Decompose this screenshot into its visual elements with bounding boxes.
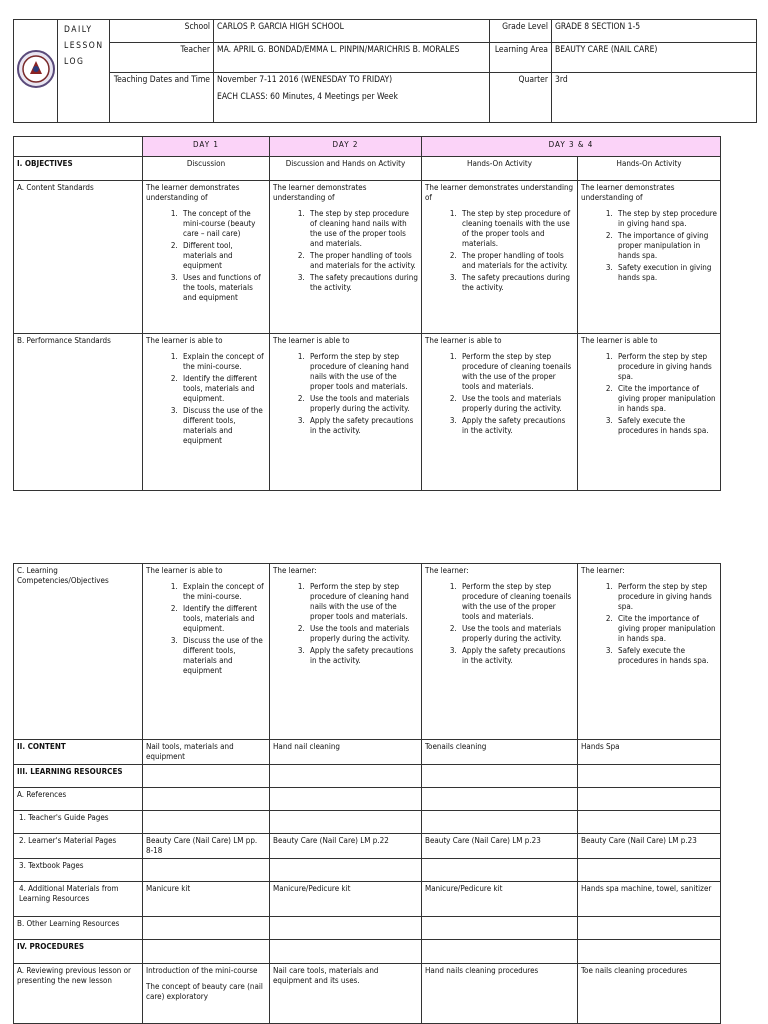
list-item: 3. Safety execution in giving hands spa. xyxy=(615,263,717,283)
competencies-day4 xyxy=(578,564,721,740)
references-label: A. References xyxy=(14,788,143,811)
dll-word-lesson: LESSON xyxy=(64,41,104,52)
standards-list xyxy=(425,209,574,293)
teachers-guide-label: 1. Teacher's Guide Pages xyxy=(14,811,143,834)
list-item: 2. Cite the importance of giving proper manipulation in hands spa. xyxy=(615,614,717,644)
additional-materials-day3: Manicure/Pedicure kit xyxy=(422,882,578,917)
procedures-label: IV. PROCEDURES xyxy=(14,940,143,964)
each-class-value: EACH CLASS: 60 Minutes, 4 Meetings per Week xyxy=(217,91,398,102)
empty-cell xyxy=(143,859,270,882)
list-item: 1. Perform the step by step procedure of cleaning toenails with the use of the proper tools and materials. xyxy=(459,352,574,392)
intro-text: The learner demonstrates understanding of xyxy=(425,183,574,202)
empty-cell xyxy=(270,765,422,788)
list-item: 1. Perform the step by step procedure in giving hands spa. xyxy=(615,582,717,612)
empty-cell xyxy=(143,811,270,834)
intro-text: The learner demonstrates understanding of xyxy=(146,183,240,202)
reviewing-lesson-label: A. Reviewing previous lesson or presenting the new lesson xyxy=(14,964,143,1024)
content-standards-day3 xyxy=(422,181,578,334)
empty-cell xyxy=(578,811,721,834)
intro-text: The learner: xyxy=(273,566,317,575)
list-item: 1. The step by step procedure of cleaning hand nails with the use of the proper tools and materials. xyxy=(307,209,418,249)
review-concept: The concept of beauty care (nail care) exploratory xyxy=(146,982,263,1001)
day1-header: DAY 1 xyxy=(143,137,270,157)
list-item: 1. Perform the step by step procedure in giving hands spa. xyxy=(615,352,717,382)
list-item: 1. Explain the concept of the mini-course. xyxy=(180,352,266,372)
corner-cell xyxy=(14,137,143,157)
day2-header: DAY 2 xyxy=(270,137,422,157)
list-item: 1. Explain the concept of the mini-course. xyxy=(180,582,266,602)
list-item: 1. The step by step procedure in giving hand spa. xyxy=(615,209,717,229)
other-resources-label: B. Other Learning Resources xyxy=(14,917,143,940)
performance-standards-day1 xyxy=(143,334,270,491)
list-item: 2. Identify the different tools, materials and equipment. xyxy=(180,374,266,404)
empty-cell xyxy=(270,811,422,834)
dates-cell xyxy=(214,73,490,123)
list-item: 3. Discuss the use of the different tools, materials and equipment xyxy=(180,406,266,446)
intro-text: The learner is able to xyxy=(273,336,350,345)
objectives-table xyxy=(13,136,721,491)
list-item: 3. The safety precautions during the activity. xyxy=(459,273,574,293)
content-day4: Hands Spa xyxy=(578,740,721,765)
standards-list xyxy=(273,209,418,293)
list-item: 2. Cite the importance of giving proper manipulation in hands spa. xyxy=(615,384,717,414)
quarter-value: 3rd xyxy=(552,73,757,123)
header-table xyxy=(13,19,757,123)
standards-list xyxy=(273,352,418,436)
empty-cell xyxy=(578,917,721,940)
quarter-label: Quarter xyxy=(490,73,552,123)
list-item: 3. The safety precautions during the activity. xyxy=(307,273,418,293)
teacher-label: Teacher xyxy=(110,43,214,73)
objectives-label: I. OBJECTIVES xyxy=(14,157,143,181)
list-item: 3. Discuss the use of the different tools, materials and equipment xyxy=(180,636,266,676)
list-item: 2. Use the tools and materials properly during the activity. xyxy=(307,624,418,644)
list-item: 3. Safely execute the procedures in hands spa. xyxy=(615,416,717,436)
empty-cell xyxy=(422,917,578,940)
list-item: 2. The importance of giving proper manipulation in hands spa. xyxy=(615,231,717,261)
empty-cell xyxy=(270,788,422,811)
grade-value: GRADE 8 SECTION 1-5 xyxy=(552,20,757,43)
list-item: 1. Perform the step by step procedure of cleaning hand nails with the use of the proper tools and materials. xyxy=(307,582,418,622)
textbook-pages-label: 3. Textbook Pages xyxy=(14,859,143,882)
day34-header: DAY 3 & 4 xyxy=(422,137,721,157)
learners-material-day2: Beauty Care (Nail Care) LM p.22 xyxy=(270,834,422,859)
competencies-label: C. Learning Competencies/Objectives xyxy=(14,564,143,740)
empty-cell xyxy=(143,788,270,811)
empty-cell xyxy=(270,940,422,964)
empty-cell xyxy=(143,940,270,964)
empty-cell xyxy=(422,765,578,788)
dll-word-daily: DAILY xyxy=(64,25,93,35)
competencies-list xyxy=(273,582,418,666)
performance-standards-label: B. Performance Standards xyxy=(14,334,143,491)
school-seal-icon xyxy=(16,49,56,89)
empty-cell xyxy=(422,788,578,811)
empty-cell xyxy=(422,859,578,882)
additional-materials-day2: Manicure/Pedicure kit xyxy=(270,882,422,917)
list-item: 1. Perform the step by step procedure of cleaning toenails with the use of the proper tools and materials. xyxy=(459,582,574,622)
empty-cell xyxy=(143,765,270,788)
intro-text: The learner is able to xyxy=(146,336,223,345)
list-item: 3. Apply the safety precautions in the activity. xyxy=(307,416,418,436)
reviewing-day4: Toe nails cleaning procedures xyxy=(578,964,721,1024)
day3-subheader: Hands-On Activity xyxy=(422,157,578,181)
empty-cell xyxy=(578,788,721,811)
reviewing-day2: Nail care tools, materials and equipment and its uses. xyxy=(270,964,422,1024)
list-item: 2. The proper handling of tools and materials for the activity. xyxy=(459,251,574,271)
learners-material-day3: Beauty Care (Nail Care) LM p.23 xyxy=(422,834,578,859)
school-value: CARLOS P. GARCIA HIGH SCHOOL xyxy=(214,20,490,43)
list-item: 3. Uses and functions of the tools, materials and equipment xyxy=(180,273,266,303)
dates-label: Teaching Dates and Time xyxy=(110,73,214,123)
empty-cell xyxy=(422,940,578,964)
dll-word-log: LOG xyxy=(64,57,85,68)
empty-cell xyxy=(422,811,578,834)
intro-text: The learner: xyxy=(581,566,625,575)
list-item: 2. The proper handling of tools and materials for the activity. xyxy=(307,251,418,271)
area-label: Learning Area xyxy=(490,43,552,73)
empty-cell xyxy=(270,917,422,940)
intro-text: The learner demonstrates understanding of xyxy=(581,183,675,202)
competencies-list xyxy=(581,582,717,666)
list-item: 2. Different tool, materials and equipment xyxy=(180,241,266,271)
list-item: 3. Apply the safety precautions in the activity. xyxy=(459,416,574,436)
list-item: 2. Use the tools and materials properly during the activity. xyxy=(459,624,574,644)
grade-label: Grade Level xyxy=(490,20,552,43)
standards-list xyxy=(581,209,717,283)
content-resources-table xyxy=(13,563,721,1024)
performance-standards-day2 xyxy=(270,334,422,491)
empty-cell xyxy=(578,940,721,964)
competencies-day2 xyxy=(270,564,422,740)
intro-text: The learner: xyxy=(425,566,469,575)
list-item: 3. Safely execute the procedures in hands spa. xyxy=(615,646,717,666)
learners-material-day4: Beauty Care (Nail Care) LM p.23 xyxy=(578,834,721,859)
reviewing-day3: Hand nails cleaning procedures xyxy=(422,964,578,1024)
content-standards-day1 xyxy=(143,181,270,334)
intro-text: The learner is able to xyxy=(146,566,223,575)
competencies-list xyxy=(146,582,266,676)
intro-text: The learner is able to xyxy=(581,336,658,345)
content-day2: Hand nail cleaning xyxy=(270,740,422,765)
competencies-day3 xyxy=(422,564,578,740)
content-label: II. CONTENT xyxy=(14,740,143,765)
list-item: 2. Use the tools and materials properly during the activity. xyxy=(307,394,418,414)
list-item: 1. The concept of the mini-course (beauty care – nail care) xyxy=(180,209,266,239)
dates-value: November 7-11 2016 (WENESDAY TO FRIDAY) xyxy=(217,75,393,85)
competencies-list xyxy=(425,582,574,666)
standards-list xyxy=(146,209,266,303)
learners-material-day1: Beauty Care (Nail Care) LM pp. 8-18 xyxy=(143,834,270,859)
list-item: 2. Identify the different tools, materials and equipment. xyxy=(180,604,266,634)
content-standards-day2 xyxy=(270,181,422,334)
standards-list xyxy=(581,352,717,436)
learning-resources-label: III. LEARNING RESOURCES xyxy=(14,765,143,788)
list-item: 2. Use the tools and materials properly during the activity. xyxy=(459,394,574,414)
additional-materials-day4: Hands spa machine, towel, sanitizer xyxy=(578,882,721,917)
area-value: BEAUTY CARE (NAIL CARE) xyxy=(552,43,757,73)
content-day3: Toenails cleaning xyxy=(422,740,578,765)
intro-text: The learner demonstrates understanding of xyxy=(273,183,367,202)
daily-lesson-log-title xyxy=(58,20,110,123)
review-intro: Introduction of the mini-course xyxy=(146,966,258,975)
intro-text: The learner is able to xyxy=(425,336,502,345)
standards-list xyxy=(425,352,574,436)
day1-subheader: Discussion xyxy=(143,157,270,181)
additional-materials-label: 4. Additional Materials from Learning Resources xyxy=(14,882,143,917)
performance-standards-day4 xyxy=(578,334,721,491)
empty-cell xyxy=(143,917,270,940)
empty-cell xyxy=(270,859,422,882)
day4-subheader: Hands-On Activity xyxy=(578,157,721,181)
school-logo xyxy=(14,20,58,123)
performance-standards-day3 xyxy=(422,334,578,491)
school-label: School xyxy=(110,20,214,43)
standards-list xyxy=(146,352,266,446)
list-item: 3. Apply the safety precautions in the activity. xyxy=(459,646,574,666)
additional-materials-day1: Manicure kit xyxy=(143,882,270,917)
list-item: 3. Apply the safety precautions in the activity. xyxy=(307,646,418,666)
reviewing-day1 xyxy=(143,964,270,1024)
competencies-day1 xyxy=(143,564,270,740)
content-standards-label: A. Content Standards xyxy=(14,181,143,334)
content-standards-day4 xyxy=(578,181,721,334)
empty-cell xyxy=(578,765,721,788)
list-item: 1. Perform the step by step procedure of cleaning hand nails with the use of the proper tools and materials. xyxy=(307,352,418,392)
teacher-value: MA. APRIL G. BONDAD/EMMA L. PINPIN/MARICHRIS B. MORALES xyxy=(214,43,490,73)
day2-subheader: Discussion and Hands on Activity xyxy=(270,157,422,181)
content-day1: Nail tools, materials and equipment xyxy=(143,740,270,765)
list-item: 1. The step by step procedure of cleaning toenails with the use of the proper tools and materials. xyxy=(459,209,574,249)
empty-cell xyxy=(578,859,721,882)
learners-material-label: 2. Learner's Material Pages xyxy=(14,834,143,859)
